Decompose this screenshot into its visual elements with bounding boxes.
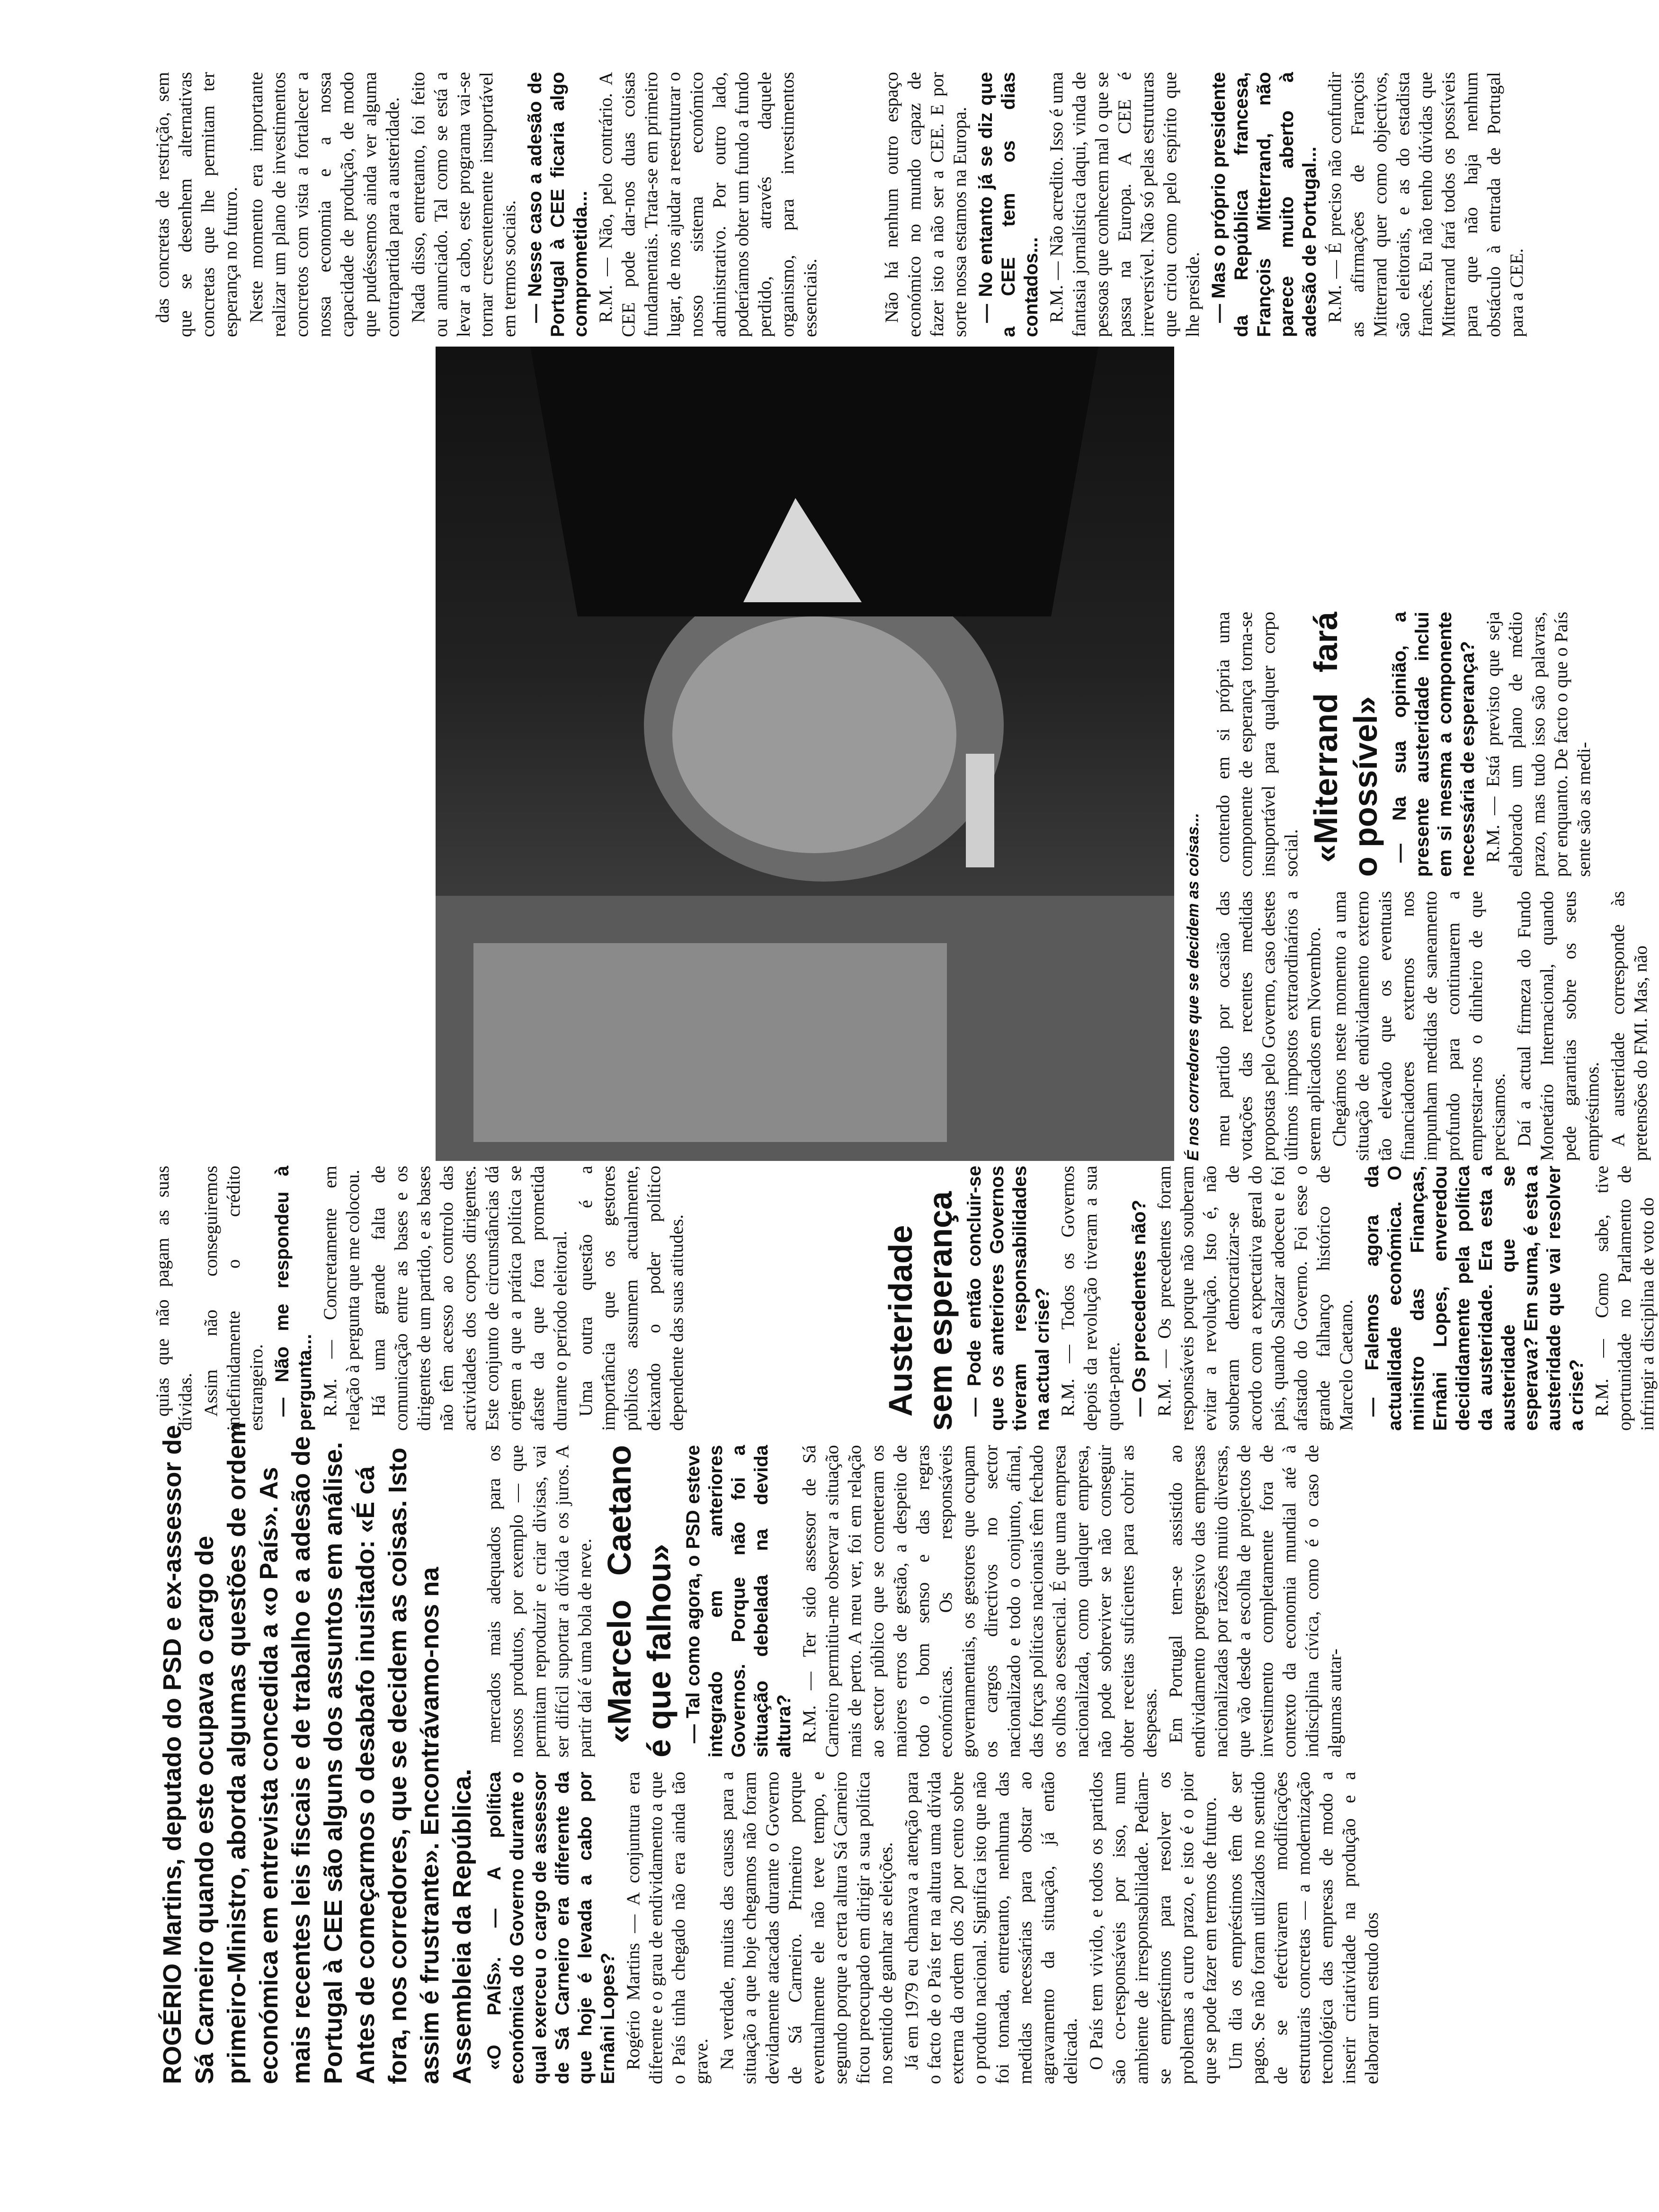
paragraph: meu partido por ocasião das votações das recentes medidas propostas pelo Governo, caso destes últimos impostos extraordinários a serem aplicados em Novembro. xyxy=(1213,891,1324,1161)
paragraph: mercados mais adequados para os nossos produtos, por exemplo — que permitam reproduzir e criar divisas, vai ser difícil suportar a dívida e os juros. A partir daí é uma bola de neve. xyxy=(484,1445,595,1757)
paragraph: R.M. — Como sabe, tive oportunidade no Parlamento de infringir a disciplina de voto do xyxy=(1592,1166,1658,1431)
article-intro: ROGÉRIO Martins, deputado do PSD e ex-assessor de Sá Carneiro quando este ocupava o cargo de primeiro-Ministro, aborda algumas questões de ordem económica em entrevista concedida a «o País». As mais recentes leis fiscais e de trabalho e a adesão de Portugal à CEE são alguns dos assuntos em análise. Antes de começarmos o desabafo inusitado: «É cá fora, nos corredores, que se decidem as coisas. Isto assim é frustrante». Encontrávamo-nos na Assembleia da República. xyxy=(158,1422,476,2084)
paragraph: Na verdade, muitas das causas para a situação a que hoje chegamos não foram devidamente atacadas durante o Governo de Sá Carneiro. Primeiro porque eventualmente ele não teve tempo, e segundo porque a certa altura Sá Carneiro ficou preocupado em dirigir a sua política no sentido de ganhar as eleições. xyxy=(717,1772,896,2084)
paragraph: R.M. — Os precedentes foram responsáveis porque não souberam evitar a revolução. Isto é, não souberam democratizar-se de acordo com a expectativa geral do país, quando Salazar adoeceu e foi afastado do Governo. Foi esse o grande falhanço histórico de Marcelo Caetano. xyxy=(1154,1166,1356,1431)
paragraph: R.M. — Concretamente em relação à pergunta que me colocou. xyxy=(320,1166,363,1431)
photo-caption: É nos corredores que se decidem as coisas... xyxy=(1184,812,1202,1161)
column-7 xyxy=(152,72,862,337)
paragraph: quias que não pagam as suas dívidas. xyxy=(152,1166,196,1431)
subheading: «Miterrand fará o possível» xyxy=(1307,612,1384,877)
column-1 xyxy=(483,1772,1525,2084)
question: — Na sua opinião, a presente austeridade inclui em si mesma a componente necessária de esperança? xyxy=(1389,612,1478,877)
question: — Tal como agora, o PSD esteve integrado em anteriores Governos. Porque não foi a situação debelada na devida altura? xyxy=(683,1445,794,1757)
paragraph: R.M. — Todos os Governos depois da revolução tiveram a sua quota-parte. xyxy=(1058,1166,1124,1431)
subheading: «Marcelo Caetano é que falhou» xyxy=(601,1445,678,1757)
column-2 xyxy=(483,1445,1525,1757)
paragraph: R.M. — Não, pelo contrário. A CEE pode dar-nos duas coisas fundamentais. Trata-se em primeiro lugar, de nos ajudar a reestruturar o nosso sistema económico administrativo. Por outro lado, poderíamos obter um fundo a fundo perdido, através daquele organismo, para investimentos essenciais. xyxy=(596,72,821,337)
paragraph: Uma outra questão é a importância que os gestores públicos assumem actualmente, deixando o poder político dependente das suas atitudes. xyxy=(576,1166,687,1431)
paragraph: R.M. — Está previsto que seja elaborado um plano de médio prazo, mas tudo isso são palavras, por enquanto. De facto o que o País sente são as medi- xyxy=(1483,612,1594,877)
paragraph: Chegámos neste momento a uma situação de endividamento externo tão elevado que os eventuais financiadores externos nos impunham medidas de saneamento profundo para continuarem a emprestar-nos o dinheiro de que precisamos. xyxy=(1329,891,1509,1161)
paragraph: A austeridade corresponde às pretensões do FMI. Mas, não xyxy=(1608,891,1651,1161)
paragraph: Já em 1979 eu chamava a atenção para o facto de o País ter na altura uma dívida externa da ordem dos 20 por cento sobre o produto nacional. Significa isto que não foi tomada, entretanto, nenhuma das medidas necessárias para obstar ao agravamento da situação, já então delicada. xyxy=(901,1772,1081,2084)
column-4 xyxy=(881,1166,1658,1431)
paragraph: R.M. — Ter sido assessor de Sá Carneiro permitiu-me observar a situação mais de perto. A meu ver, foi em relação ao sector público que se cometeram os maiores erros de gestão, a despeito de todo o bom senso e das regras económicas. Os responsáveis governamentais, os gestores que ocupam os cargos directivos no sector nacionalizado e todo o conjunto, afinal, das forças políticas nacionais têm fechado os olhos ao essencial. É que uma empresa nacionalizada, como qualquer empresa, não pode sobreviver se não conseguir obter receitas suficientes para cobrir as despesas. xyxy=(799,1445,1160,1757)
portrait-silhouette xyxy=(436,347,1174,1161)
paragraph: Em Portugal tem-se assistido ao endividamento progressivo das empresas nacionalizadas por razões muito diversas, que vão desde a escolha de projectos de investimento completamente fora de contexto da economia mundial até à indisciplina cívica, como é o caso de algumas autar- xyxy=(1166,1445,1345,1757)
question: — Pode então concluir-se que os anteriores Governos tiveram responsabilidades na actual crise? xyxy=(964,1166,1053,1431)
question: — Nesse caso a adesão de Portugal à CEE ficaria algo comprometida... xyxy=(525,72,591,337)
paragraph: Rogério Martins — A conjuntura era diferente e o grau de endividamento a que o País tinha chegado não era ainda tão grave. xyxy=(623,1772,712,2084)
paragraph: Neste momento era importante realizar um plano de investimentos concretos com vista a fortalecer a nossa economia e a nossa capacidade de produção, de modo que pudéssemos ainda ver alguma contrapartida para a austeridade. xyxy=(246,72,403,337)
paragraph: contendo em si própria uma componente de esperança torna-se insuportável para qualquer corpo social. xyxy=(1213,612,1302,877)
question: — Falemos agora da actualidade económica. O ministro das Finanças, Ernâni Lopes, enveredou decididamente pela política da austeridade. Era esta a austeridade que se esperava? Em suma, é esta a austeridade que vai resolver a crise? xyxy=(1362,1166,1587,1431)
column-6 xyxy=(1212,612,1594,877)
question: «O PAÍS». — A política económica do Governo durante o qual exerceu o cargo de assessor de Sá Carneiro era diferente da que hoje é levada a cabo por Ernâni Lopes? xyxy=(484,1772,618,2084)
paragraph: Assim não conseguiremos indefinidamente o crédito estrangeiro. xyxy=(201,1166,267,1431)
paragraph: das concretas de restrição, sem que se desenhem alternativas concretas que lhe permitam ter esperança no futuro. xyxy=(152,72,241,337)
paragraph: Não há nenhum outro espaço económico no mundo capaz de fazer isto a não ser a CEE. E por sorte nossa estamos na Europa. xyxy=(882,72,970,337)
subheading: Austeridade sem esperança xyxy=(882,1191,959,1431)
paragraph: R.M. — É preciso não confundir as afirmações de François Mitterrand quer como objectivos, são eleitorais, e as do estadista francês. Eu não tenho dúvidas que Mitterrand fará todos os possíveis para que não haja nenhum obstáculo à entrada de Portugal para a CEE. xyxy=(1325,72,1527,337)
paragraph: Nada disso, entretanto, foi feito ou anunciado. Tal como se está a levar a cabo, este programa vai-se tornar crescentemente insuportável em termos sociais. xyxy=(408,72,519,337)
question: — No entanto já se diz que a CEE tem os dias contados... xyxy=(975,72,1042,337)
paragraph: R.M. — Não acredito. Isso é uma fantasia jornalística daqui, vinda de pessoas que conhecem mal o que se passa na Europa. A CEE é irreversível. Não só pelas estruturas que criou como pelo espírito que lhe preside. xyxy=(1046,72,1203,337)
interview-photo xyxy=(436,347,1174,1161)
column-5 xyxy=(1212,891,1651,1161)
paragraph: Um dia os empréstimos têm de ser pagos. Se não foram utilizados no sentido de se efectivarem modificações estruturais concretas — a modernização tecnológica das empresas de modo a inserir criatividade na produção e a elaborar um estudo dos xyxy=(1225,1772,1382,2084)
paragraph: O País tem vivido, e todos os partidos são co-responsáveis por isso, num ambiente de irresponsabilidade. Pediam-se empréstimos para resolver os problemas a curto prazo, e isto é o pior que se pode fazer em termos de futuro. xyxy=(1086,1772,1220,2084)
column-3 xyxy=(152,1166,862,1431)
question: — Mas o próprio presidente da República francesa, François Mitterrand, não parece muito aberto à adesão de Portugal... xyxy=(1208,72,1320,337)
question: — Não me respondeu à pergunta... xyxy=(272,1166,315,1431)
paragraph: Daí a actual firmeza do Fundo Monetário Internacional, quando pede garantias sobre os seus empréstimos. xyxy=(1514,891,1603,1161)
column-8 xyxy=(881,72,1525,337)
question: — Os precedentes não? xyxy=(1129,1200,1150,1417)
paragraph: Há uma grande falta de comunicação entre as bases e os dirigentes de um partido, e as bases não têm acesso ao controlo das actividades dos corpos dirigentes. Este conjunto de circunstâncias dá origem a que a prática política se afaste da que fora prometida durante o período eleitoral. xyxy=(368,1166,571,1431)
